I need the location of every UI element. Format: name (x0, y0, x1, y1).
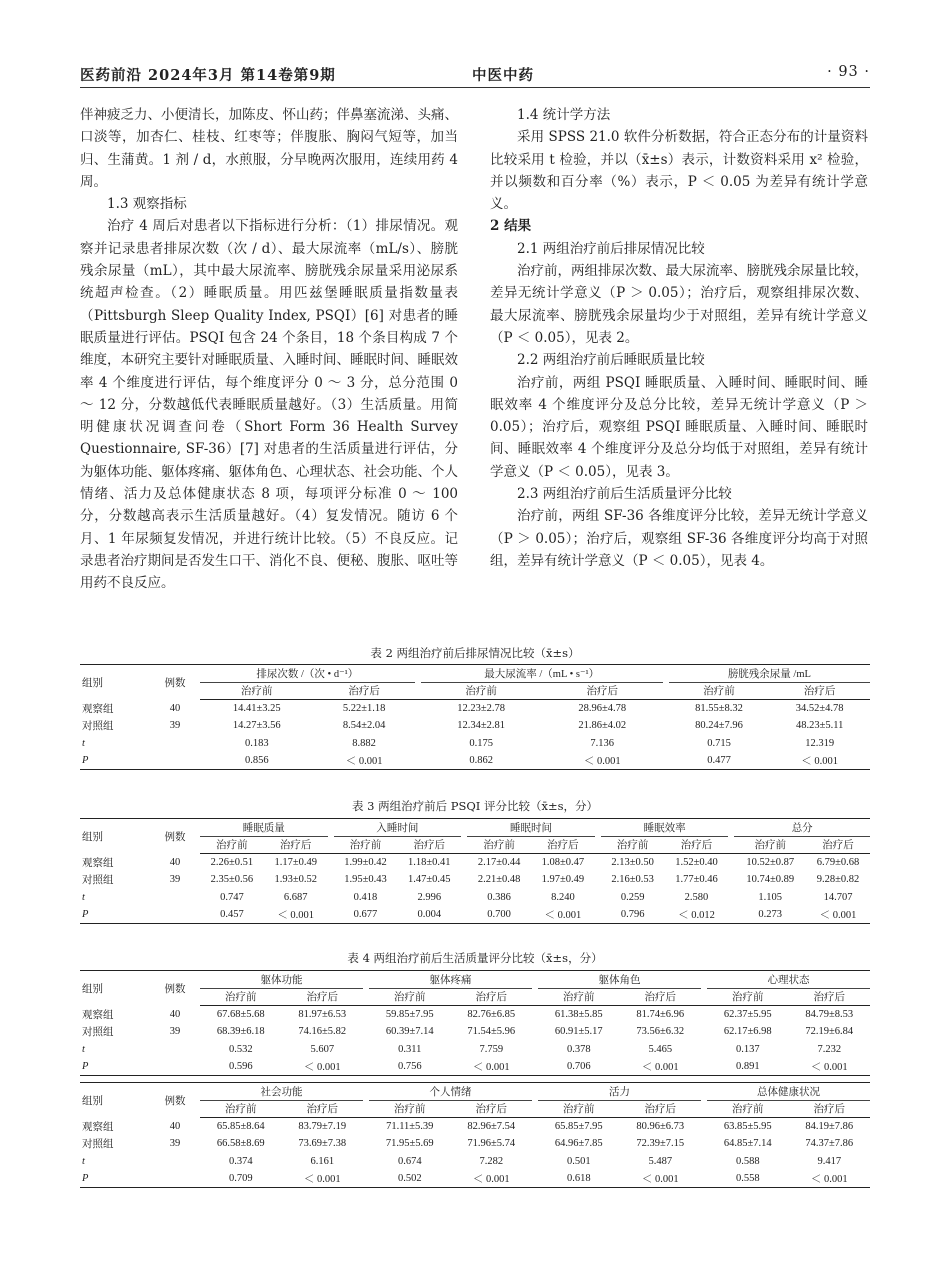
cell: 62.37±5.95 (723, 1009, 772, 1020)
cell: 34.52±4.78 (795, 703, 844, 714)
table2 (80, 664, 870, 770)
col-n-header: 例数 (150, 819, 200, 854)
group-header: 入睡时间 (334, 819, 462, 837)
cell: 0.618 (538, 1170, 620, 1188)
cell: 2.35±0.56 (210, 874, 254, 886)
cell: 12.34±2.81 (457, 720, 506, 732)
cell: ＜ 0.001 (314, 752, 415, 770)
sub-header-after: 治疗后 (264, 836, 328, 854)
cell: 0.862 (421, 752, 542, 770)
row-label: t (82, 891, 85, 903)
sub-header-after: 治疗后 (397, 836, 461, 854)
right-col-paragraph: 治疗前，两组 PSQI 睡眠质量、入睡时间、睡眠时间、睡眠效率 4 个维度评分及总分比较，差异无统计学意义（P ＞ 0.05）；治疗后，观察组 PSQI 睡眠质量、入睡时间、睡眠时间、睡眠效率 4 个维度评分及总分均低于对照组，差异有统计学意义（P ＜ 0.05），见表 3。 (490, 374, 868, 480)
cell: 0.532 (228, 1043, 253, 1055)
cell: 71.11±5.39 (386, 1121, 434, 1132)
cell: 40 (169, 1008, 181, 1020)
cell: 0.457 (200, 906, 264, 924)
cell: ＜ 0.001 (282, 1058, 364, 1076)
sub-header-after: 治疗后 (789, 1100, 871, 1118)
group-header: 躯体疼痛 (369, 971, 532, 989)
group-header: 社会功能 (200, 1083, 363, 1101)
cell: 1.52±0.40 (675, 857, 718, 868)
cell: 0.273 (734, 906, 806, 924)
row-label: P (80, 1170, 150, 1188)
row-label: P (80, 906, 150, 924)
cell: 80.96±6.73 (636, 1121, 685, 1132)
group-header: 排尿次数 /（次 • d⁻¹） (200, 665, 415, 683)
cell: 73.69±7.38 (298, 1138, 347, 1150)
cell: 0.137 (735, 1043, 760, 1055)
sub-header-after: 治疗后 (769, 682, 870, 700)
group-header: 总体健康状况 (707, 1083, 870, 1101)
col-group-header: 组别 (80, 819, 150, 854)
cell: ＜ 0.001 (620, 1170, 702, 1188)
cell: 82.96±7.54 (467, 1121, 516, 1132)
cell: 40 (169, 702, 181, 714)
row-label: P (80, 752, 150, 770)
cell: 21.86±4.02 (578, 720, 627, 732)
cell: 39 (169, 1026, 181, 1038)
col-n-header: 例数 (150, 665, 200, 700)
sub-header-after: 治疗后 (314, 682, 415, 700)
group-header: 活力 (538, 1083, 701, 1101)
section-title: 中医中药 (472, 67, 534, 84)
cell: 0.677 (334, 906, 398, 924)
cell: 60.39±7.14 (385, 1026, 434, 1038)
cell: 1.97±0.49 (541, 874, 585, 886)
cell: 6.161 (310, 1155, 335, 1167)
cell: 71.95±5.69 (385, 1138, 434, 1150)
table-row (80, 889, 870, 907)
cell: 74.16±5.82 (298, 1026, 347, 1038)
sub-header-before: 治疗前 (369, 988, 451, 1006)
col-n-header: 例数 (150, 1083, 200, 1118)
cell: 81.55±8.32 (695, 703, 743, 714)
cell: ＜ 0.001 (769, 752, 870, 770)
cell: 71.54±5.96 (467, 1026, 516, 1038)
cell: ＜ 0.001 (542, 752, 663, 770)
sub-header-before: 治疗前 (200, 1100, 282, 1118)
page-number: · 93 · (827, 64, 870, 80)
cell: 65.85±7.95 (554, 1121, 603, 1132)
group-header: 个人情绪 (369, 1083, 532, 1101)
group-header: 躯体功能 (200, 971, 363, 989)
cell: ＜ 0.001 (264, 906, 328, 924)
journal-info: 医药前沿 2024年3月 第14卷第9期 (80, 67, 336, 84)
cell: 48.23±5.11 (795, 720, 844, 732)
sub-header-before: 治疗前 (538, 988, 620, 1006)
cell: 2.21±0.48 (477, 874, 521, 886)
group-header: 睡眠效率 (601, 819, 729, 837)
table-row (80, 1058, 870, 1076)
cell: 0.756 (369, 1058, 451, 1076)
cell: 10.74±0.89 (746, 874, 795, 886)
sub-header-after: 治疗后 (620, 988, 702, 1006)
table-row (80, 1041, 870, 1059)
table4-part1 (80, 970, 870, 1076)
right-col-paragraph: 2 结果 (490, 218, 532, 235)
cell: 0.700 (467, 906, 531, 924)
cell: 80.24±7.96 (695, 720, 743, 732)
sub-header-before: 治疗前 (334, 836, 398, 854)
cell: 0.674 (397, 1155, 422, 1167)
cell: 7.282 (479, 1155, 504, 1167)
right-col-paragraph: 采用 SPSS 21.0 软件分析数据，符合正态分布的计量资料比较采用 t 检验，并以（x̄±s）表示，计数资料采用 x² 检验，并以频数和百分率（%）表示，P ＜ 0.05 为差异有统计学意义。 (490, 129, 868, 213)
sub-header-after: 治疗后 (806, 836, 870, 854)
sub-header-after: 治疗后 (282, 988, 364, 1006)
right-col-paragraph: 治疗前，两组排尿次数、最大尿流率、膀胱残余尿量比较，差异无统计学意义（P ＞ 0.05）；治疗后，观察组排尿次数、最大尿流率、膀胱残余尿量均少于对照组，差异有统计学意义（P ＜ 0.05），见表 2。 (490, 263, 868, 346)
cell: 39 (169, 720, 181, 732)
sub-header-after: 治疗后 (665, 836, 729, 854)
cell: ＜ 0.001 (789, 1170, 871, 1188)
table-row (80, 1135, 870, 1153)
cell (150, 752, 200, 770)
cell: 1.95±0.43 (344, 874, 387, 886)
cell: 2.17±0.44 (477, 857, 521, 868)
cell: 0.477 (669, 752, 770, 770)
cell: 0.183 (244, 737, 269, 749)
cell: 9.28±0.82 (816, 874, 860, 886)
sub-header-before: 治疗前 (467, 836, 531, 854)
cell: 40 (169, 856, 181, 868)
row-label: 对照组 (82, 1027, 114, 1039)
sub-header-after: 治疗后 (620, 1100, 702, 1118)
cell: 59.85±7.95 (385, 1009, 434, 1020)
cell: 84.79±8.53 (805, 1009, 854, 1020)
cell: 6.79±0.68 (816, 857, 860, 868)
cell: 0.175 (469, 737, 493, 749)
table-row (80, 1170, 870, 1188)
cell: 0.418 (353, 891, 378, 903)
table-row (80, 1006, 870, 1024)
row-label: t (82, 1043, 85, 1055)
cell: 1.105 (758, 891, 783, 903)
cell: 14.707 (823, 891, 853, 903)
cell (150, 1058, 200, 1076)
table-row (80, 854, 870, 872)
table-row (80, 1118, 870, 1136)
cell: 66.58±8.69 (216, 1138, 265, 1150)
table4-caption: 表 4 两组治疗前后生活质量评分比较（x̄±s，分） (347, 951, 603, 965)
sub-header-before: 治疗前 (421, 682, 542, 700)
sub-header-before: 治疗前 (200, 836, 264, 854)
cell: 81.97±6.53 (298, 1009, 347, 1020)
cell: 1.99±0.42 (344, 857, 387, 868)
cell: 62.17±6.98 (723, 1026, 772, 1038)
cell: 12.23±2.78 (457, 703, 506, 714)
row-label: 观察组 (82, 703, 114, 715)
cell (150, 1170, 200, 1188)
row-label: 对照组 (82, 721, 114, 733)
cell: 65.85±8.64 (216, 1121, 265, 1132)
col-n-header: 例数 (150, 971, 200, 1006)
group-header: 睡眠时间 (467, 819, 595, 837)
cell: 12.319 (805, 737, 835, 749)
table-row (80, 717, 870, 735)
row-label: 观察组 (82, 857, 114, 869)
cell (150, 1153, 200, 1171)
cell: 28.96±4.78 (578, 703, 627, 714)
right-col-paragraph: 2.1 两组治疗前后排尿情况比较 (517, 240, 705, 257)
cell: ＜ 0.001 (531, 906, 595, 924)
cell (150, 735, 200, 753)
right-col-paragraph: 2.2 两组治疗前后睡眠质量比较 (517, 352, 705, 369)
cell: 72.19±6.84 (805, 1026, 854, 1038)
cell: 2.13±0.50 (611, 857, 654, 868)
cell: 0.709 (200, 1170, 282, 1188)
sub-header-before: 治疗前 (538, 1100, 620, 1118)
row-label: t (82, 737, 85, 749)
cell: ＜ 0.001 (620, 1058, 702, 1076)
cell: 1.18±0.41 (408, 857, 451, 868)
cell: ＜ 0.001 (282, 1170, 364, 1188)
group-header: 睡眠质量 (200, 819, 328, 837)
group-header: 心理状态 (707, 971, 870, 989)
cell: 9.417 (817, 1155, 842, 1167)
cell: 71.96±5.74 (467, 1138, 516, 1150)
cell: 6.687 (283, 891, 308, 903)
table3 (80, 818, 870, 924)
sub-header-before: 治疗前 (369, 1100, 451, 1118)
running-header (80, 62, 870, 88)
cell: 0.374 (228, 1155, 253, 1167)
cell: 8.54±2.04 (342, 720, 386, 732)
cell: 14.27±3.56 (232, 720, 281, 732)
sub-header-after: 治疗后 (451, 988, 533, 1006)
group-header: 最大尿流率 /（mL • s⁻¹） (421, 665, 663, 683)
sub-header-before: 治疗前 (200, 682, 314, 700)
left-col-paragraph: 伴神疲乏力、小便清长，加陈皮、怀山药；伴鼻塞流涕、头痛、口淡等，加杏仁、桂枝、红枣等；伴腹胀、胸闷气短等，加当归、生蒲黄。1 剂 / d，水煎服，分早晚两次服用，连续用药 4 周。 (80, 107, 458, 190)
cell: 0.386 (487, 891, 511, 903)
cell: 7.136 (590, 737, 615, 749)
table4-part2 (80, 1082, 870, 1188)
cell: 0.796 (601, 906, 665, 924)
left-column (80, 104, 458, 595)
table-row (80, 871, 870, 889)
cell: 0.502 (369, 1170, 451, 1188)
cell: 39 (169, 874, 181, 886)
cell: 63.85±5.95 (723, 1121, 772, 1132)
cell: 0.747 (220, 891, 244, 903)
cell: 68.39±6.18 (216, 1026, 265, 1038)
group-header: 躯体角色 (538, 971, 701, 989)
cell: 2.26±0.51 (210, 857, 254, 868)
cell: 5.487 (648, 1155, 673, 1167)
sub-header-after: 治疗后 (282, 1100, 364, 1118)
cell: 8.240 (551, 891, 575, 903)
right-col-paragraph: 1.4 统计学方法 (517, 107, 611, 123)
cell: 8.882 (352, 737, 376, 749)
cell: ＜ 0.001 (451, 1058, 533, 1076)
table-row (80, 906, 870, 924)
col-group-header: 组别 (80, 1083, 150, 1118)
right-col-paragraph: 治疗前，两组 SF-36 各维度评分比较，差异无统计学意义（P ＞ 0.05）；治疗后，观察组 SF-36 各维度评分均高于对照组，差异有统计学意义（P ＜ 0.05），见表 4。 (490, 508, 868, 569)
cell: 1.77±0.46 (675, 874, 718, 886)
cell (150, 906, 200, 924)
cell: 10.52±0.87 (746, 857, 795, 868)
sub-header-before: 治疗前 (707, 988, 789, 1006)
cell: 0.706 (538, 1058, 620, 1076)
sub-header-after: 治疗后 (542, 682, 663, 700)
row-label: t (82, 1155, 85, 1167)
row-label: P (80, 1058, 150, 1076)
table2-caption: 表 2 两组治疗前后排尿情况比较（x̄±s） (370, 646, 580, 660)
sub-header-after: 治疗后 (531, 836, 595, 854)
table3-caption: 表 3 两组治疗前后 PSQI 评分比较（x̄±s，分） (351, 799, 599, 813)
cell: ＜ 0.001 (789, 1058, 871, 1076)
col-group-header: 组别 (80, 665, 150, 700)
cell: 1.93±0.52 (274, 874, 317, 886)
sub-header-before: 治疗前 (707, 1100, 789, 1118)
table-row (80, 1153, 870, 1171)
cell: 84.19±7.86 (805, 1121, 854, 1132)
group-header: 总分 (734, 819, 870, 837)
table-row (80, 1023, 870, 1041)
cell: 1.17±0.49 (274, 857, 317, 868)
col-group-header: 组别 (80, 971, 150, 1006)
row-label: 观察组 (82, 1009, 114, 1021)
cell: 0.588 (735, 1155, 760, 1167)
cell: 1.08±0.47 (541, 857, 585, 868)
cell: 73.56±6.32 (636, 1026, 685, 1038)
cell: 2.580 (684, 891, 709, 903)
cell: ＜ 0.001 (806, 906, 870, 924)
cell: 0.891 (707, 1058, 789, 1076)
table-row (80, 752, 870, 770)
cell: 0.378 (566, 1043, 591, 1055)
cell: 60.91±5.17 (554, 1026, 603, 1038)
cell: 0.715 (707, 737, 731, 749)
cell: 5.465 (648, 1043, 673, 1055)
cell: 40 (169, 1120, 181, 1132)
left-col-paragraph: 1.3 观察指标 (107, 196, 187, 213)
cell: 39 (169, 1138, 181, 1150)
cell: ＜ 0.001 (451, 1170, 533, 1188)
sub-header-before: 治疗前 (669, 682, 770, 700)
sub-header-after: 治疗后 (451, 1100, 533, 1118)
cell: 74.37±7.86 (805, 1138, 854, 1150)
cell (150, 1041, 200, 1059)
cell: 83.79±7.19 (298, 1121, 347, 1132)
cell: 14.41±3.25 (232, 703, 281, 714)
cell: 0.501 (566, 1155, 591, 1167)
cell: 0.259 (620, 891, 645, 903)
cell: 61.38±5.85 (554, 1009, 603, 1020)
cell: 0.856 (200, 752, 314, 770)
cell: 2.16±0.53 (611, 874, 654, 886)
cell: 82.76±6.85 (467, 1009, 516, 1020)
cell: 1.47±0.45 (408, 874, 451, 886)
cell (150, 889, 200, 907)
cell: 2.996 (417, 891, 442, 903)
table-row (80, 700, 870, 718)
cell: 5.607 (310, 1043, 335, 1055)
cell: 0.558 (707, 1170, 789, 1188)
right-col-paragraph: 2.3 两组治疗前后生活质量评分比较 (517, 486, 732, 503)
row-label: 观察组 (82, 1121, 114, 1133)
group-header: 膀胱残余尿量 /mL (669, 665, 870, 683)
sub-header-before: 治疗前 (734, 836, 806, 854)
cell: 67.68±5.68 (216, 1009, 265, 1020)
cell: 64.85±7.14 (723, 1138, 772, 1150)
cell: 0.311 (398, 1043, 422, 1055)
row-label: 对照组 (82, 1139, 114, 1151)
cell: 5.22±1.18 (342, 703, 386, 714)
sub-header-after: 治疗后 (789, 988, 871, 1006)
cell: 72.39±7.15 (636, 1138, 685, 1150)
table-row (80, 735, 870, 753)
row-label: 对照组 (82, 875, 114, 887)
right-column (490, 104, 868, 572)
sub-header-before: 治疗前 (601, 836, 665, 854)
cell: 64.96±7.85 (554, 1138, 603, 1150)
cell: 7.759 (479, 1043, 504, 1055)
cell: 81.74±6.96 (636, 1009, 685, 1020)
cell: 0.596 (200, 1058, 282, 1076)
cell: 0.004 (397, 906, 461, 924)
cell: ＜ 0.012 (665, 906, 729, 924)
sub-header-before: 治疗前 (200, 988, 282, 1006)
left-col-paragraph: 治疗 4 周后对患者以下指标进行分析：（1）排尿情况。观察并记录患者排尿次数（次 / d）、最大尿流率（mL/s）、膀胱残余尿量（mL），其中最大尿流率、膀胱残余尿量采用泌尿系统超声检查。（2）睡眠质量。用匹兹堡睡眠质量指数量表（Pittsburgh Sleep Quality Index, PSQI）[6] 对患者的睡眠质量进行评估。PSQI 包含 24 个条目，18 个条目构成 7 个维度，本研究主要针对睡眠质量、入睡时间、睡眠时间、睡眠效率 4 个维度进行评估，每个维度评分 0 ～ 3 分，总分范围 0 ～ 12 分，分数越低代表睡眠质量越好。（3）生活质量。用简明健康状况调查问卷（Short Form 36 Health Survey Questionnaire, SF-36）[7] 对患者的生活质量进行评估，分为躯体功能、躯体疼痛、躯体角色、心理状态、社会功能、个人情绪、活力及总体健康状态 8 项，每项评分标准 0 ～ 100 分，分数越高表示生活质量越好。（4）复发情况。随访 6 个月、1 年尿频复发情况，并进行统计比较。（5）不良反应。记录患者治疗期间是否发生口干、消化不良、便秘、腹胀、呕吐等用药不良反应。 (80, 218, 458, 592)
cell: 7.232 (817, 1043, 842, 1055)
